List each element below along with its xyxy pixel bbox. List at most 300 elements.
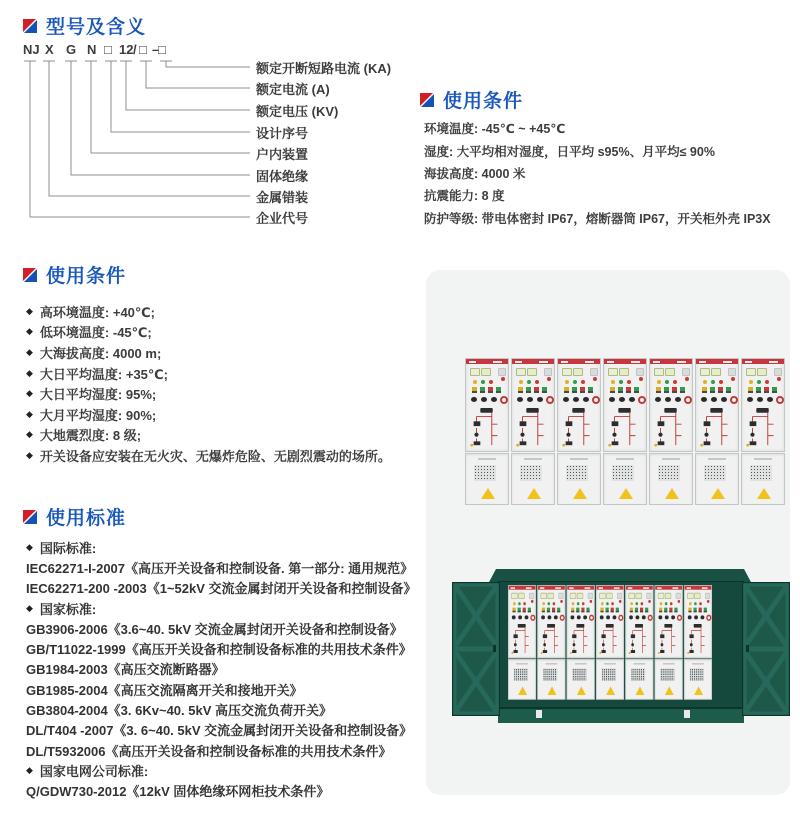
condition-text: 高环境温度: +40℃; <box>39 304 155 320</box>
control-button <box>616 608 619 613</box>
door-label <box>692 663 703 665</box>
model-label: 设计序号 <box>256 126 309 141</box>
indicator-lamp <box>548 602 551 605</box>
indicator-lamp <box>531 600 534 603</box>
operation-knob <box>688 615 692 619</box>
door-label <box>604 663 615 665</box>
indicator-lamp <box>630 602 633 605</box>
conditions-right-title <box>419 86 523 113</box>
indicator-lamp <box>641 602 644 605</box>
control-button <box>702 387 707 393</box>
operation-knob <box>767 397 773 402</box>
model-code-part: NJ <box>23 42 40 57</box>
warning-triangle-icon <box>481 488 495 499</box>
standard-item: GB/T11022-1999《高压开关设备和控制设备标准的共用技术条件》 <box>26 642 412 658</box>
operation-knob <box>655 397 661 402</box>
cabinet-nameplate <box>509 586 536 590</box>
switchgear-cabinet <box>649 358 693 505</box>
control-button <box>669 608 672 613</box>
meter-window <box>529 593 534 599</box>
indicator-window <box>700 368 710 376</box>
control-button <box>748 387 753 393</box>
model-code-part: / <box>133 42 137 57</box>
control-button <box>680 387 685 393</box>
emergency-button <box>648 615 653 621</box>
operation-knob <box>658 615 662 619</box>
ventilation-grille <box>474 465 496 481</box>
container-latch <box>536 710 542 718</box>
indicator-window <box>619 368 629 376</box>
indicator-lamp <box>535 380 539 384</box>
indicator-lamp <box>601 602 604 605</box>
meter-window <box>590 368 598 376</box>
model-label: 额定电压 (KV) <box>256 104 339 119</box>
control-button <box>710 387 715 393</box>
operation-knob <box>600 615 604 619</box>
indicator-window <box>470 368 480 376</box>
warning-triangle-icon <box>577 686 586 695</box>
ventilation-grille <box>543 668 557 680</box>
switchgear-cabinet <box>567 585 595 700</box>
indicator-lamp <box>501 377 505 381</box>
control-button <box>528 608 531 613</box>
control-button <box>688 608 691 613</box>
control-button <box>694 608 697 613</box>
indicator-lamp <box>619 380 623 384</box>
control-button <box>512 608 515 613</box>
cabinet-nameplate <box>558 359 600 364</box>
indicator-lamp <box>523 602 526 605</box>
door-label <box>570 458 588 460</box>
mimic-diagram <box>597 622 624 656</box>
operation-knob <box>573 397 579 402</box>
ventilation-grille <box>514 668 528 680</box>
control-button <box>581 608 584 613</box>
cabinet-control-panel <box>508 585 536 658</box>
mimic-diagram <box>509 622 536 656</box>
emergency-button <box>589 615 594 621</box>
condition-item <box>26 363 391 384</box>
model-label: 固体绝缘 <box>256 169 309 184</box>
diamond-bullet-icon: ◆ <box>26 449 33 460</box>
standard-item: GB1985-2004《高压交流隔离开关和接地开关》 <box>26 682 303 698</box>
indicator-window <box>665 593 671 599</box>
indicator-window <box>518 593 524 599</box>
indicator-window <box>628 593 634 599</box>
mimic-diagram <box>742 406 784 450</box>
operation-knob <box>491 397 497 402</box>
indicator-lamp <box>481 380 485 384</box>
diamond-bullet-icon: ◆ <box>26 326 33 337</box>
switchgear-cabinet <box>511 358 555 505</box>
diamond-bullet-icon: ◆ <box>26 388 33 399</box>
emergency-button <box>560 615 565 621</box>
cabinet-door <box>508 659 536 700</box>
control-button <box>552 608 555 613</box>
indicator-lamp <box>678 600 681 603</box>
warning-triangle-icon <box>694 686 703 695</box>
meter-window <box>774 368 782 376</box>
container-door-left <box>452 582 500 716</box>
condition-item <box>26 404 391 425</box>
indicator-lamp <box>560 600 563 603</box>
operation-knob <box>517 397 523 402</box>
operation-knob <box>671 615 675 619</box>
control-button <box>518 608 521 613</box>
cabinet-door <box>625 659 653 700</box>
indicator-lamp <box>527 380 531 384</box>
diamond-bullet-icon: ◆ <box>26 367 33 378</box>
indicator-lamp <box>518 602 521 605</box>
condition-line: 海拔高度: 4000 米 <box>424 166 526 181</box>
door-label <box>478 458 496 460</box>
control-button <box>564 387 569 393</box>
operation-knob <box>583 615 587 619</box>
operation-knob <box>694 615 698 619</box>
indicator-lamp <box>473 380 477 384</box>
standards-group <box>26 537 417 557</box>
control-button <box>640 608 643 613</box>
warning-triangle-icon <box>757 488 771 499</box>
condition-line: 抗震能力: 8 度 <box>424 189 505 204</box>
door-handle <box>493 645 496 652</box>
operation-knob <box>525 615 529 619</box>
indicator-lamp <box>606 602 609 605</box>
standard-item: DL/T404 -2007《3. 6~40. 5kV 交流金属封闭开关设备和控制设备》 <box>26 723 413 739</box>
indicator-lamp <box>719 380 723 384</box>
cabinet-control-panel <box>655 585 683 658</box>
indicator-window <box>481 368 491 376</box>
control-button <box>630 608 633 613</box>
control-button <box>576 608 579 613</box>
door-label <box>575 663 586 665</box>
warning-triangle-icon <box>665 488 679 499</box>
ventilation-grille <box>566 465 588 481</box>
condition-item <box>26 342 391 363</box>
operation-knob <box>583 397 589 402</box>
emergency-button <box>730 396 738 404</box>
indicator-window <box>687 593 693 599</box>
operation-knob <box>711 397 717 402</box>
emergency-button <box>706 615 711 621</box>
cabinet-nameplate <box>597 586 624 590</box>
cabinet-control-panel <box>741 358 785 452</box>
indicator-lamp <box>581 380 585 384</box>
control-button <box>496 387 501 393</box>
emergency-button <box>638 396 646 404</box>
operation-knob <box>701 397 707 402</box>
switchgear-row-inside <box>508 585 712 700</box>
indicator-window <box>694 593 700 599</box>
standard-item: IEC62271-200 -2003《1~52kV 交流金属封闭开关设备和控制设备》 <box>26 581 417 597</box>
operation-knob <box>665 397 671 402</box>
operation-knob <box>570 615 574 619</box>
indicator-lamp <box>757 380 761 384</box>
indicator-lamp <box>636 602 639 605</box>
standard-item: GB3906-2006《3.6~40. 5kV 交流金属封闭开关设备和控制设备》 <box>26 621 403 637</box>
condition-item <box>26 322 391 343</box>
indicator-window <box>606 593 612 599</box>
cabinet-door <box>603 453 647 505</box>
indicator-lamp <box>519 380 523 384</box>
meter-window <box>728 368 736 376</box>
indicator-lamp <box>657 380 661 384</box>
indicator-window <box>757 368 767 376</box>
model-code-part: – <box>152 42 160 57</box>
indicator-lamp <box>711 380 715 384</box>
cabinet-door <box>567 659 595 700</box>
cabinet-nameplate <box>512 359 554 364</box>
control-button <box>610 387 615 393</box>
model-code-part: 12 <box>119 42 134 57</box>
switchgear-cabinet <box>596 585 624 700</box>
control-button <box>634 387 639 393</box>
cabinet-control-panel <box>567 585 595 658</box>
condition-item <box>26 425 391 446</box>
cabinet-control-panel <box>596 585 624 658</box>
cabinet-door <box>649 453 693 505</box>
indicator-lamp <box>611 602 614 605</box>
diamond-bullet-icon: ◆ <box>26 305 33 316</box>
control-button <box>664 387 669 393</box>
standard-item: GB3804-2004《3. 6Kv~40. 5kV 高压交流负荷开关》 <box>26 703 332 719</box>
control-button <box>618 387 623 393</box>
control-button <box>626 387 631 393</box>
cabinet-control-panel <box>537 585 565 658</box>
product-photo-panel <box>426 270 790 795</box>
condition-text: 大海拔高度: 4000 m; <box>39 345 162 361</box>
control-button <box>547 608 550 613</box>
model-label: 金属错装 <box>256 190 309 205</box>
door-label <box>662 458 680 460</box>
indicator-lamp <box>660 602 663 605</box>
standards-group <box>26 760 417 780</box>
operation-knob <box>527 397 533 402</box>
indicator-window <box>541 593 547 599</box>
conditions-left-list <box>26 301 391 466</box>
standards-group-text: 国际标准: <box>39 540 97 556</box>
control-button <box>756 387 761 393</box>
condition-item <box>26 301 391 322</box>
diamond-bullet-icon: ◆ <box>26 408 33 419</box>
cabinet-door <box>557 453 601 505</box>
section-title-text: 使用条件 <box>443 91 524 112</box>
emergency-button <box>677 615 682 621</box>
control-button <box>472 387 477 393</box>
control-button <box>523 608 526 613</box>
meter-window <box>676 593 681 599</box>
cabinet-control-panel <box>603 358 647 452</box>
emergency-button <box>546 396 554 404</box>
meter-window <box>588 593 593 599</box>
model-label: 额定开断短路电流 (KA) <box>256 61 392 76</box>
ventilation-grille <box>612 465 634 481</box>
meter-window <box>498 368 506 376</box>
standard-item: GB1984-2003《高压交流断路器》 <box>26 662 225 678</box>
container-door-right <box>742 582 790 716</box>
cabinet-nameplate <box>567 586 594 590</box>
condition-text: 大日平均温度: +35℃; <box>39 366 168 382</box>
meter-window <box>705 593 710 599</box>
operation-knob <box>563 397 569 402</box>
indicator-lamp <box>699 602 702 605</box>
indicator-lamp <box>707 600 710 603</box>
indicator-window <box>711 368 721 376</box>
door-label <box>663 663 674 665</box>
warning-triangle-icon <box>573 488 587 499</box>
warning-triangle-icon <box>619 488 633 499</box>
cabinet-nameplate <box>538 586 565 590</box>
indicator-lamp <box>593 377 597 381</box>
control-button <box>600 608 603 613</box>
switchgear-cabinet <box>603 358 647 505</box>
model-code-part: □ <box>158 42 166 57</box>
indicator-lamp <box>673 380 677 384</box>
operation-knob <box>518 615 522 619</box>
indicator-lamp <box>611 380 615 384</box>
control-button <box>606 608 609 613</box>
control-button <box>656 387 661 393</box>
mimic-diagram <box>650 406 692 450</box>
standards-group <box>26 598 417 618</box>
indicator-lamp <box>513 602 516 605</box>
conditions-right-list <box>424 117 771 229</box>
indicator-window <box>608 368 618 376</box>
operation-knob <box>619 397 625 402</box>
warning-triangle-icon <box>548 686 557 695</box>
indicator-lamp <box>553 602 556 605</box>
model-code-part: X <box>45 42 54 57</box>
control-button <box>635 608 638 613</box>
indicator-lamp <box>565 380 569 384</box>
switchgear-cabinet <box>465 358 509 505</box>
operation-knob <box>675 397 681 402</box>
switchgear-row-photo <box>465 358 785 505</box>
mimic-diagram <box>604 406 646 450</box>
operation-knob <box>481 397 487 402</box>
meter-window <box>646 593 651 599</box>
section-title-text: 使用标准 <box>46 508 127 529</box>
cabinet-control-panel <box>684 585 712 658</box>
mimic-diagram <box>558 406 600 450</box>
standards-group-text: 国家电网公司标准: <box>39 763 149 779</box>
operation-knob <box>629 397 635 402</box>
indicator-lamp <box>542 602 545 605</box>
container-interior-photo <box>508 585 712 700</box>
emergency-button <box>776 396 784 404</box>
control-button <box>704 608 707 613</box>
warning-triangle-icon <box>665 686 674 695</box>
cabinet-nameplate <box>685 586 712 590</box>
control-button <box>718 387 723 393</box>
indicator-lamp <box>572 602 575 605</box>
operation-knob <box>609 397 615 402</box>
mimic-diagram <box>696 406 738 450</box>
cabinet-control-panel <box>511 358 555 452</box>
cabinet-nameplate <box>742 359 784 364</box>
control-button <box>542 608 545 613</box>
switchgear-cabinet <box>655 585 683 700</box>
indicator-window <box>746 368 756 376</box>
section-title-text: 使用条件 <box>46 266 127 287</box>
condition-text: 低环境温度: -45℃; <box>39 325 152 341</box>
operation-knob <box>721 397 727 402</box>
condition-text: 大月平均湿度: 90%; <box>39 407 157 423</box>
model-code-part: G <box>66 42 77 57</box>
control-button <box>772 387 777 393</box>
operation-knob <box>665 615 669 619</box>
operation-knob <box>701 615 705 619</box>
ventilation-grille <box>690 668 704 680</box>
indicator-window <box>577 593 583 599</box>
indicator-lamp <box>670 602 673 605</box>
control-button <box>674 608 677 613</box>
ventilation-grille <box>658 465 680 481</box>
diamond-bullet-icon: ◆ <box>26 541 33 552</box>
condition-text: 大日平均湿度: 95%; <box>39 387 157 403</box>
operation-knob <box>757 397 763 402</box>
control-button <box>557 608 560 613</box>
diamond-bullet-icon: ◆ <box>26 429 33 440</box>
indicator-lamp <box>590 600 593 603</box>
standards-title <box>22 503 126 530</box>
meter-window <box>682 368 690 376</box>
control-button <box>572 387 577 393</box>
cabinet-door <box>537 659 565 700</box>
switchgear-cabinet <box>557 358 601 505</box>
door-label <box>616 458 634 460</box>
indicator-window <box>570 593 576 599</box>
indicator-window <box>658 593 664 599</box>
meter-window <box>544 368 552 376</box>
diamond-bullet-icon: ◆ <box>26 602 33 613</box>
mimic-diagram <box>655 622 682 656</box>
control-button <box>699 608 702 613</box>
ventilation-grille <box>572 668 586 680</box>
emergency-button <box>618 615 623 621</box>
cabinet-nameplate <box>604 359 646 364</box>
model-label: 额定电流 (A) <box>256 82 330 97</box>
section-marker-icon <box>22 509 38 525</box>
control-button <box>672 387 677 393</box>
door-handle <box>746 645 749 652</box>
operation-knob <box>642 615 646 619</box>
control-button <box>611 608 614 613</box>
control-button <box>659 608 662 613</box>
door-cross-brace <box>743 583 789 715</box>
mimic-diagram <box>685 622 712 656</box>
switchgear-cabinet <box>741 358 785 505</box>
indicator-window <box>562 368 572 376</box>
standards-group-text: 国家标准: <box>39 601 97 617</box>
switchgear-cabinet <box>695 358 739 505</box>
operation-knob <box>613 615 617 619</box>
indicator-lamp <box>582 602 585 605</box>
meter-window <box>558 593 563 599</box>
control-button <box>726 387 731 393</box>
conditions-left-title <box>22 261 126 288</box>
model-label: 企业代号 <box>256 211 309 226</box>
switchgear-cabinet <box>684 585 712 700</box>
indicator-lamp <box>577 602 580 605</box>
indicator-lamp <box>648 600 651 603</box>
cabinet-door <box>465 453 509 505</box>
operation-knob <box>541 615 545 619</box>
door-label <box>546 663 557 665</box>
ventilation-grille <box>602 668 616 680</box>
cabinet-control-panel <box>649 358 693 452</box>
cabinet-nameplate <box>655 586 682 590</box>
